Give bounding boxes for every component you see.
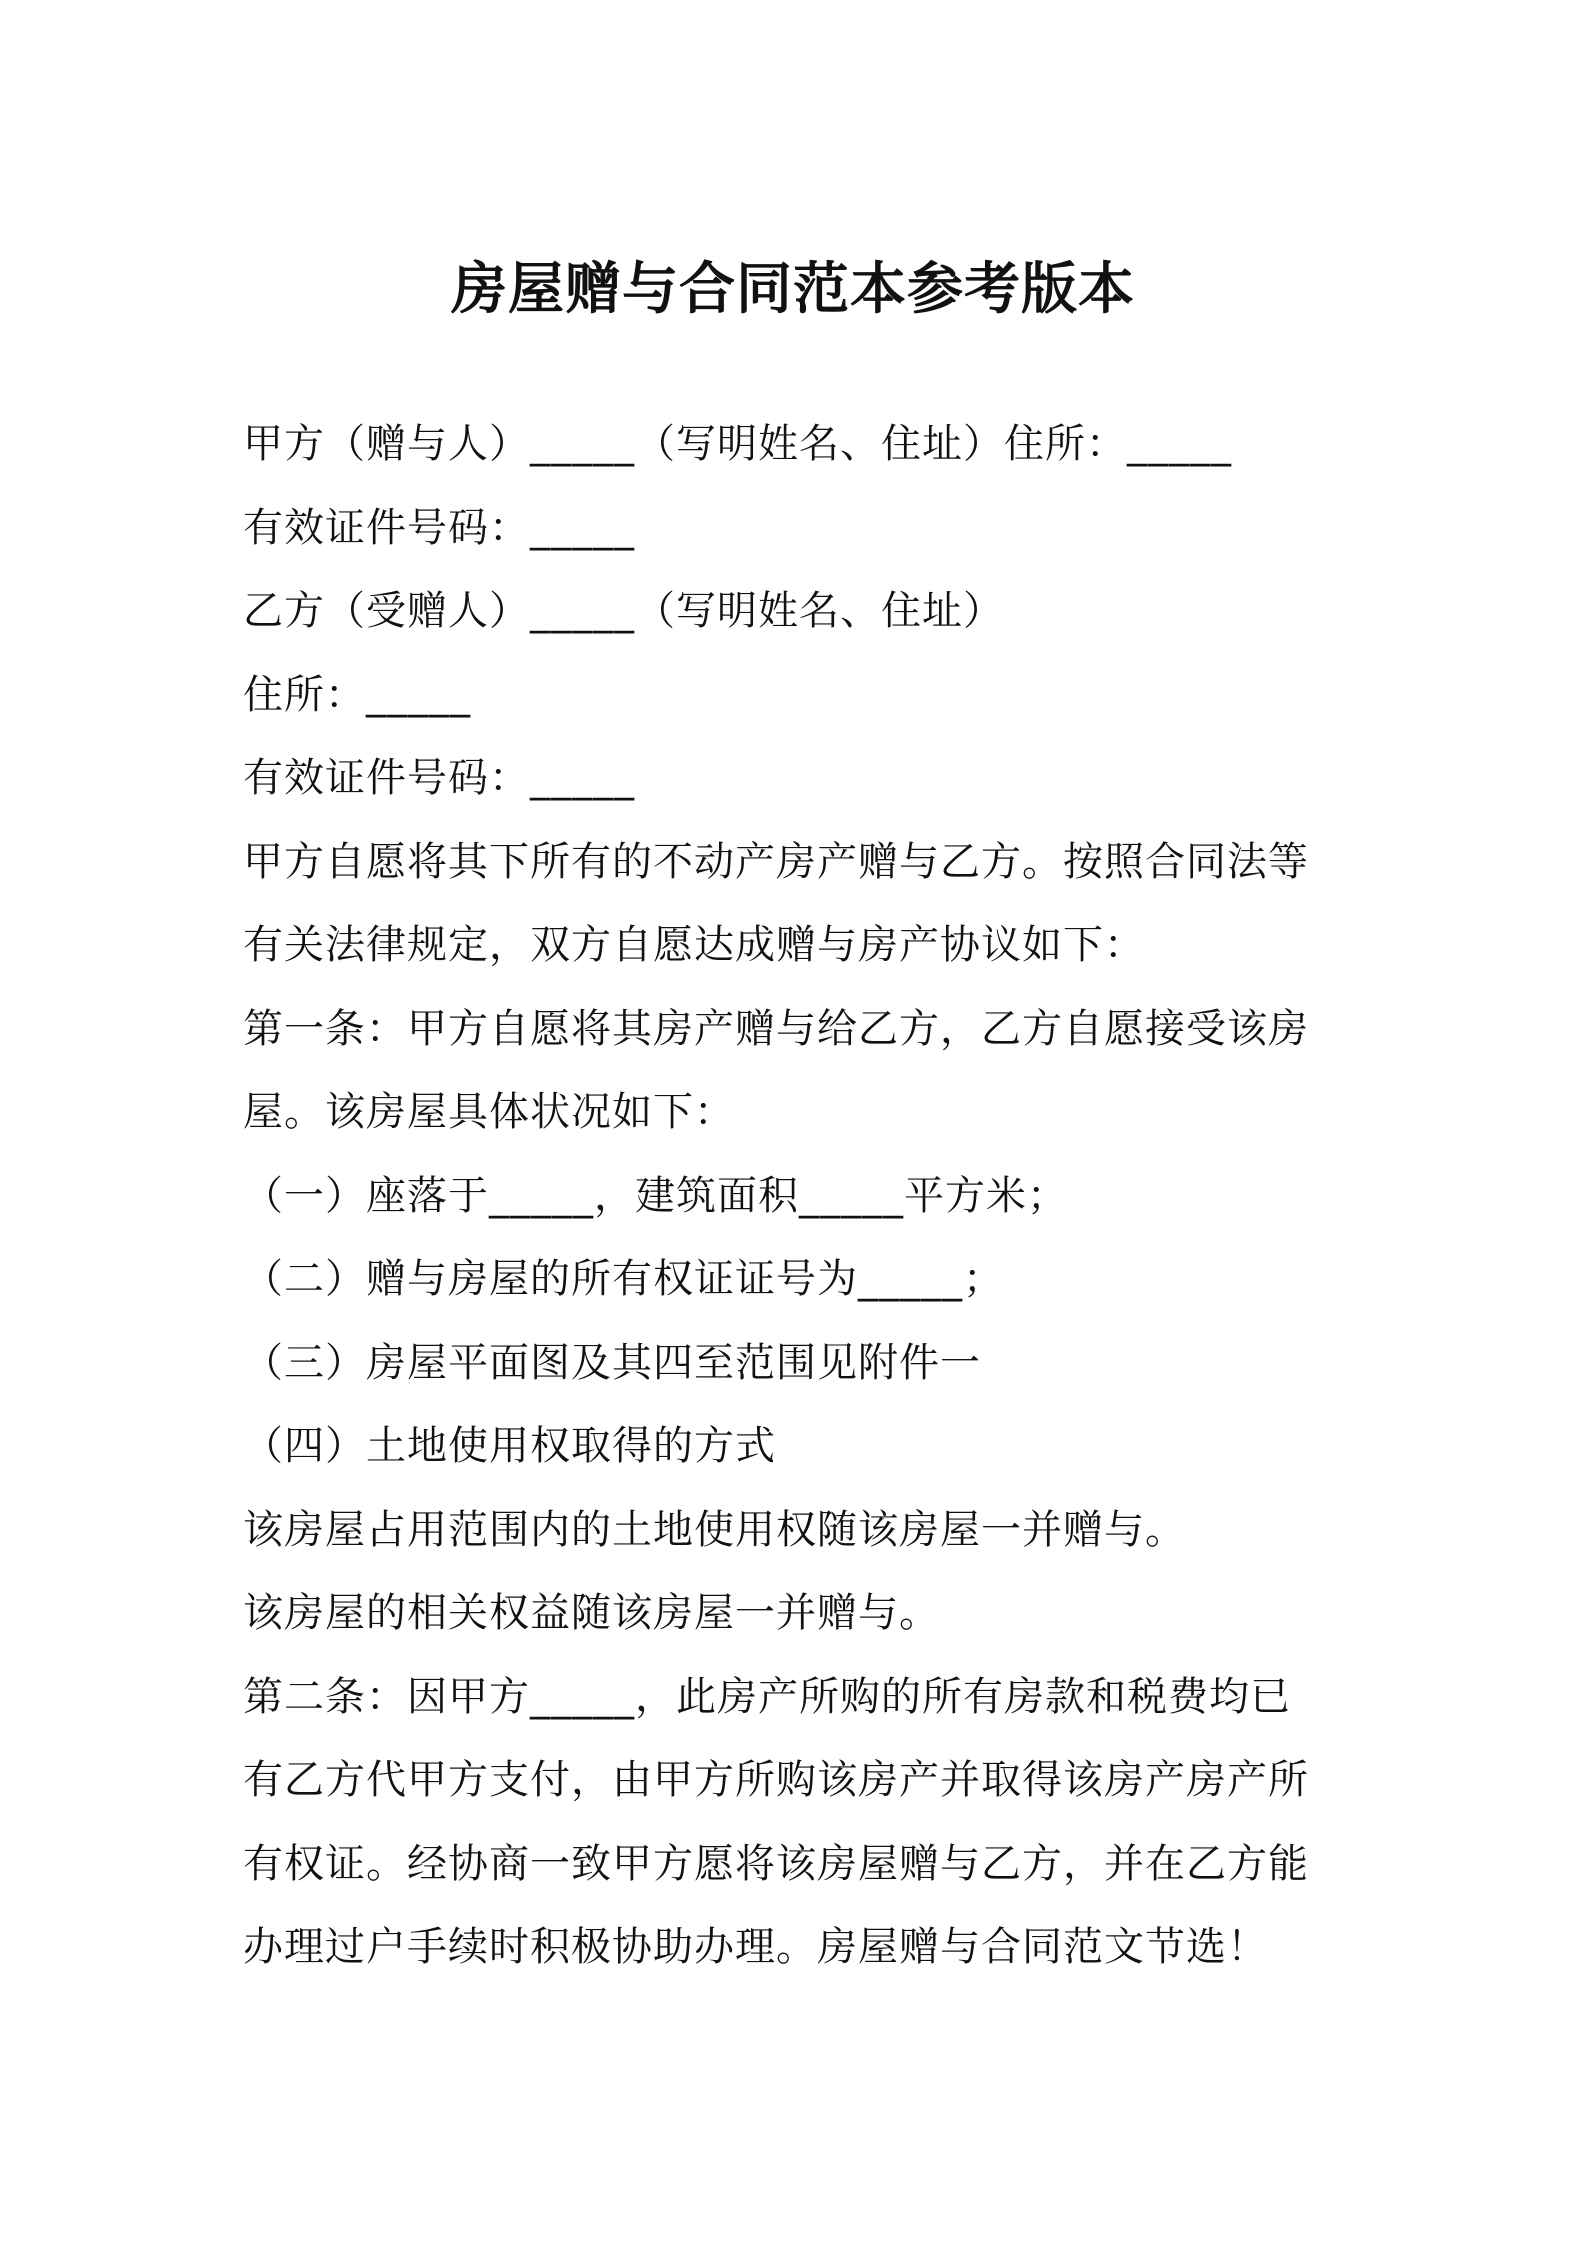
party-a-line: 甲方（赠与人）_____（写明姓名、住址）住所：_____ — [243, 421, 1232, 467]
paragraph-line: 有关法律规定，双方自愿达成赠与房产协议如下： — [243, 922, 1145, 968]
paragraph-line: 有权证。经协商一致甲方愿将该房屋赠与乙方，并在乙方能 — [243, 1840, 1309, 1887]
party-b-id-line: 有效证件号码：_____ — [243, 755, 635, 801]
document-body — [243, 403, 1363, 1990]
article-two-line: 第二条：因甲方_____，此房产所购的所有房款和税费均已 — [243, 1673, 1291, 1720]
paragraph-line: 该房屋的相关权益随该房屋一并赠与。 — [243, 1590, 940, 1636]
paragraph-line: 办理过户手续时积极协助办理。房屋赠与合同范文节选！ — [243, 1924, 1268, 1970]
document-title: 房屋赠与合同范本参考版本 — [451, 257, 1135, 322]
clause-item-4: （四）土地使用权取得的方式 — [243, 1423, 776, 1469]
party-b-address-line: 住所：_____ — [243, 671, 471, 718]
paragraph-line: 该房屋占用范围内的土地使用权随该房屋一并赠与。 — [243, 1506, 1186, 1553]
clause-item-2: （二）赠与房屋的所有权证证号为_____； — [243, 1256, 1004, 1302]
article-one-line: 第一条：甲方自愿将其房产赠与给乙方，乙方自愿接受该房 — [243, 1005, 1309, 1052]
party-b-line: 乙方（受赠人）_____（写明姓名、住址） — [243, 588, 1004, 634]
party-a-id-line: 有效证件号码：_____ — [243, 504, 635, 551]
clause-item-1: （一）座落于_____，建筑面积_____平方米； — [243, 1172, 1068, 1219]
paragraph-line: 甲方自愿将其下所有的不动产房产赠与乙方。按照合同法等 — [243, 838, 1309, 885]
paragraph-line: 有乙方代甲方支付，由甲方所购该房产并取得该房产房产所 — [243, 1757, 1309, 1803]
paragraph-line: 屋。该房屋具体状况如下： — [243, 1089, 735, 1135]
clause-item-3: （三）房屋平面图及其四至范围见附件一 — [243, 1339, 981, 1386]
